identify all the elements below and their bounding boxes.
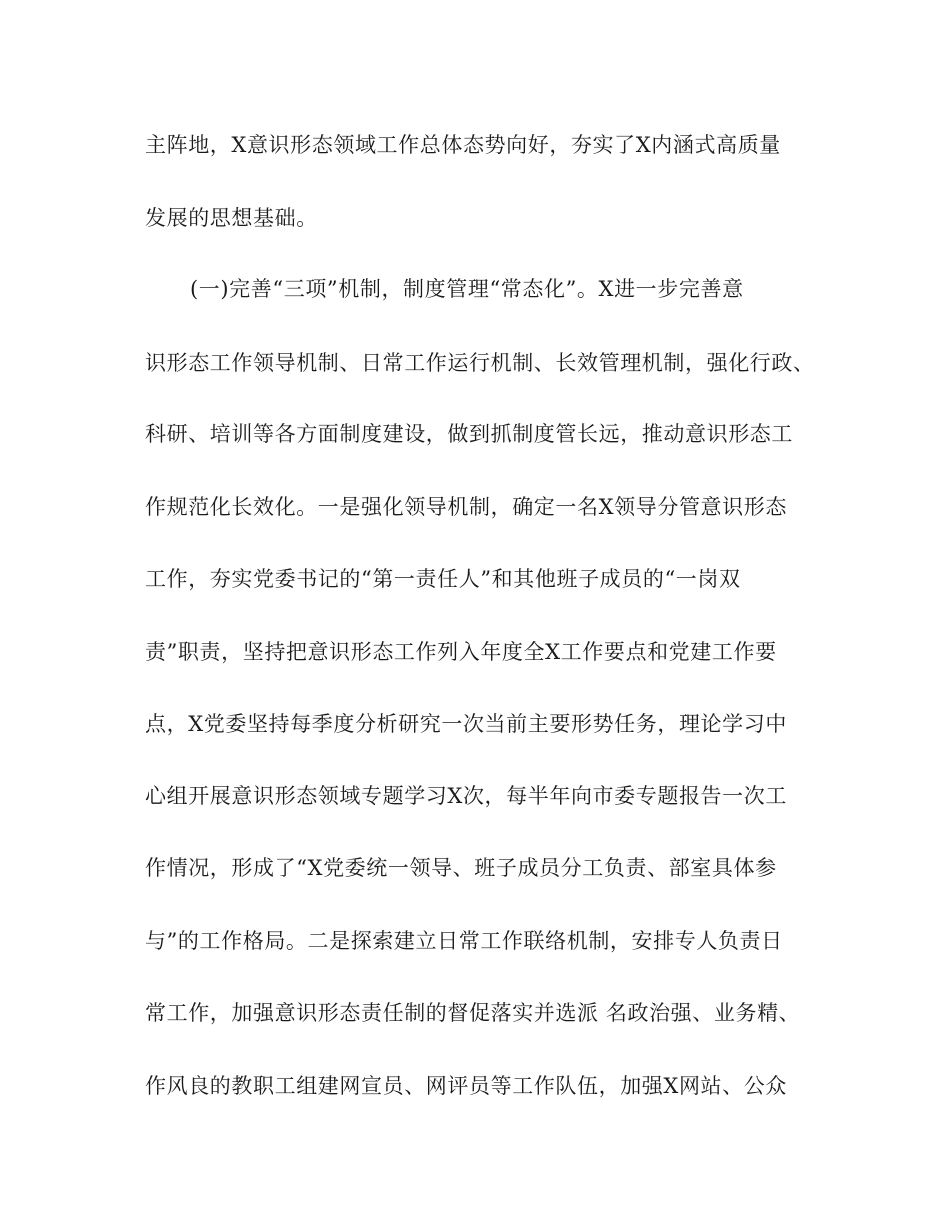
text-line: 责”职责，坚持把意识形态工作列入年度全X工作要点和党建工作要	[145, 640, 777, 664]
text-line: 心组开展意识形态领域专题学习X次，每半年向市委专题报告一次工	[145, 784, 787, 808]
text-line: 点，X党委坚持每季度分析研究一次当前主要形势任务，理论学习中	[145, 712, 787, 736]
text-line: 识形态工作领导机制、日常工作运行机制、长效管理机制，强化行政、	[145, 351, 815, 375]
text-line: 主阵地，X意识形态领域工作总体态势向好，夯实了X内涵式高质量	[145, 133, 781, 157]
text-line: 作风良的教职工组建网宣员、网评员等工作队伍，加强X网站、公众	[145, 1074, 787, 1098]
text-line: 与”的工作格局。二是探索建立日常工作联络机制，安排专人负责日	[145, 929, 783, 953]
text-line: 常工作，加强意识形态责任制的督促落实并选派 名政治强、业务精、	[145, 1001, 801, 1025]
text-line: 作情况，形成了“X党委统一领导、班子成员分工负责、部室具体参	[145, 856, 777, 880]
section-heading-line: (一)完善“三项”机制，制度管理“常态化”。X进一步完善意	[190, 277, 744, 301]
text-line: 科研、培训等各方面制度建设，做到抓制度管长远，推动意识形态工	[145, 422, 793, 446]
text-line: 作规范化长效化。一是强化领导机制，确定一名X领导分管意识形态	[145, 495, 787, 519]
text-line: 发展的思想基础。	[145, 206, 318, 230]
text-line: 工作，夯实党委书记的“第一责任人”和其他班子成员的“一岗双	[145, 567, 741, 591]
